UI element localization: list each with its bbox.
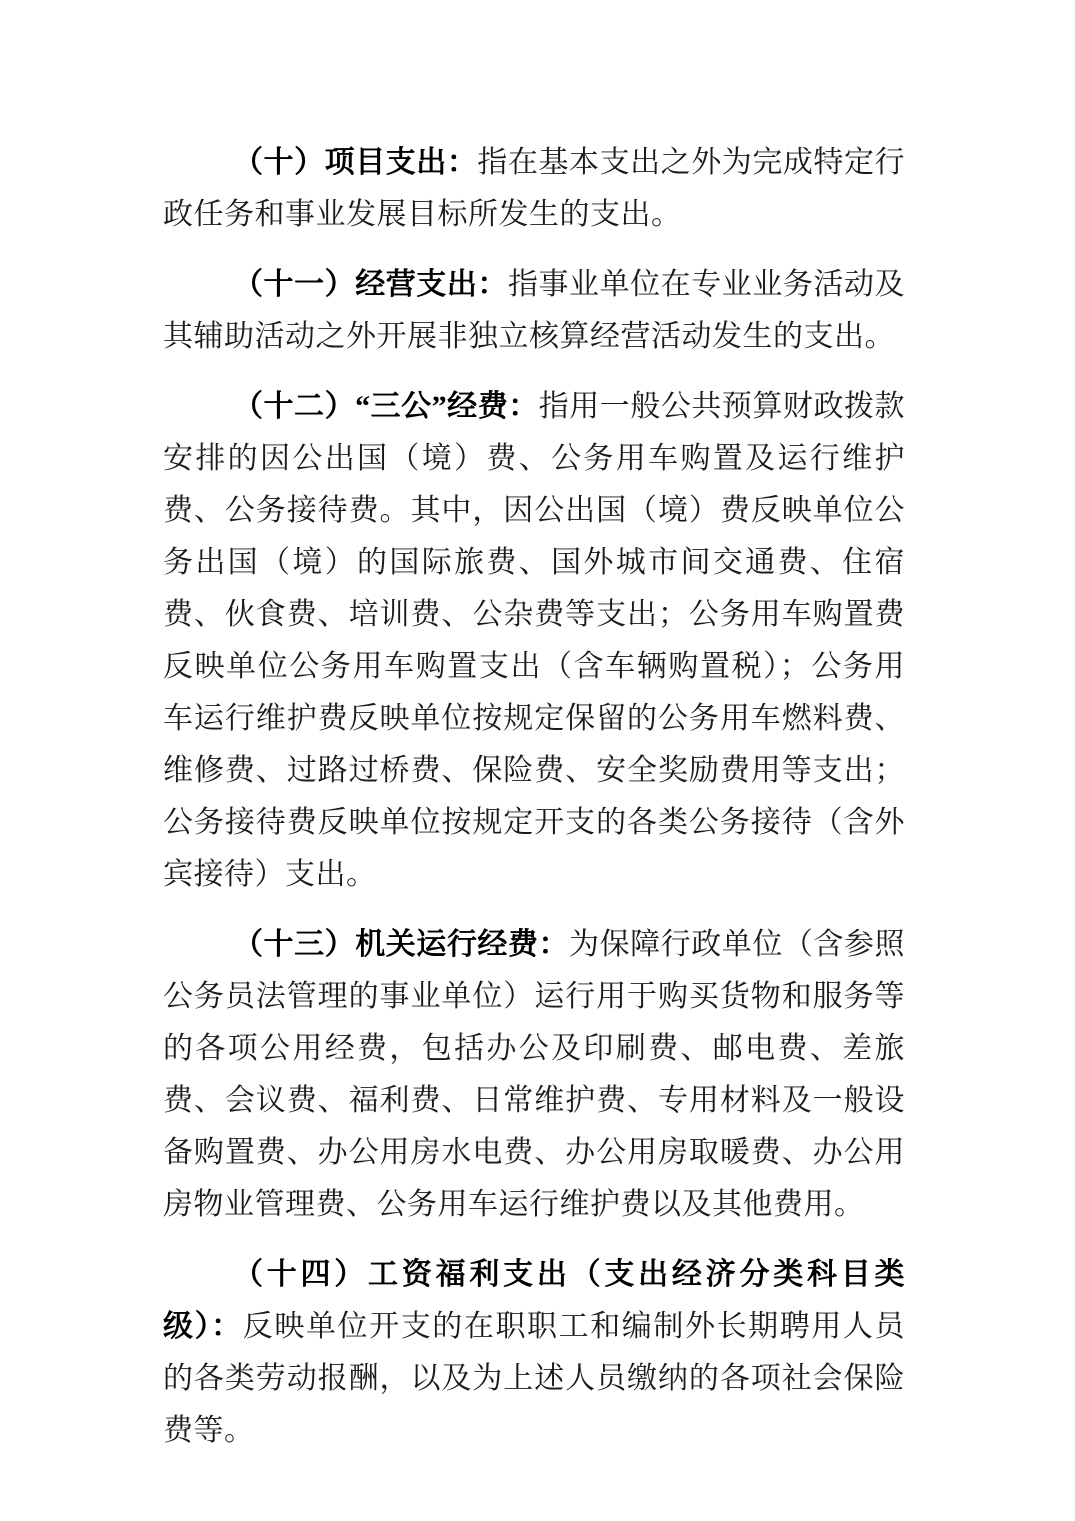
paragraph-item-11-operating-expenditure xyxy=(163,259,905,363)
document-body xyxy=(163,137,905,1475)
paragraph-text: 指在基本支出之外为完成特定行政任务和事业发展目标所发生的支出。 xyxy=(163,146,906,231)
paragraph-text: 为保障行政单位（含参照公务员法管理的事业单位）运行用于购买货物和服务等的各项公用经费，包括办公及印刷费、邮电费、差旅费、会议费、福利费、日常维护费、专用材料及一般设备购置费、办公用房水电费、办公用房取暖费、办公用房物业管理费、公务用车运行维护费以及其他费用。 xyxy=(163,928,906,1221)
paragraph-item-10-project-expenditure xyxy=(163,137,905,241)
paragraph-text: 指用一般公共预算财政拨款安排的因公出国（境）费、公务用车购置及运行维护费、公务接待费。其中，因公出国（境）费反映单位公务出国（境）的国际旅费、国外城市间交通费、住宿费、伙食费、培训费、公杂费等支出；公务用车购置费反映单位公务用车购置支出（含车辆购置税）；公务用车运行维护费反映单位按规定保留的公务用车燃料费、维修费、过路过桥费、保险费、安全奖励费用等支出；公务接待费反映单位按规定开支的各类公务接待（含外宾接待）支出。 xyxy=(163,390,905,891)
paragraph-heading: （十三）机关运行经费： xyxy=(233,928,570,961)
paragraph-item-13-agency-operating-funds xyxy=(163,919,905,1231)
paragraph-heading: （十四）工资福利支出（支出经济分类科目类级）： xyxy=(163,1258,905,1343)
paragraph-heading: （十一）经营支出： xyxy=(233,268,508,301)
paragraph-heading: （十）项目支出： xyxy=(233,146,478,179)
paragraph-heading: （十二）“三公”经费： xyxy=(233,390,539,423)
paragraph-item-12-three-public-funds xyxy=(163,381,905,901)
paragraph-text: 反映单位开支的在职职工和编制外长期聘用人员的各类劳动报酬，以及为上述人员缴纳的各项社会保险费等。 xyxy=(163,1310,906,1447)
paragraph-item-14-salary-welfare-expenditure xyxy=(163,1249,905,1457)
paragraph-text: 指事业单位在专业业务活动及其辅助活动之外开展非独立核算经营活动发生的支出。 xyxy=(163,268,906,353)
